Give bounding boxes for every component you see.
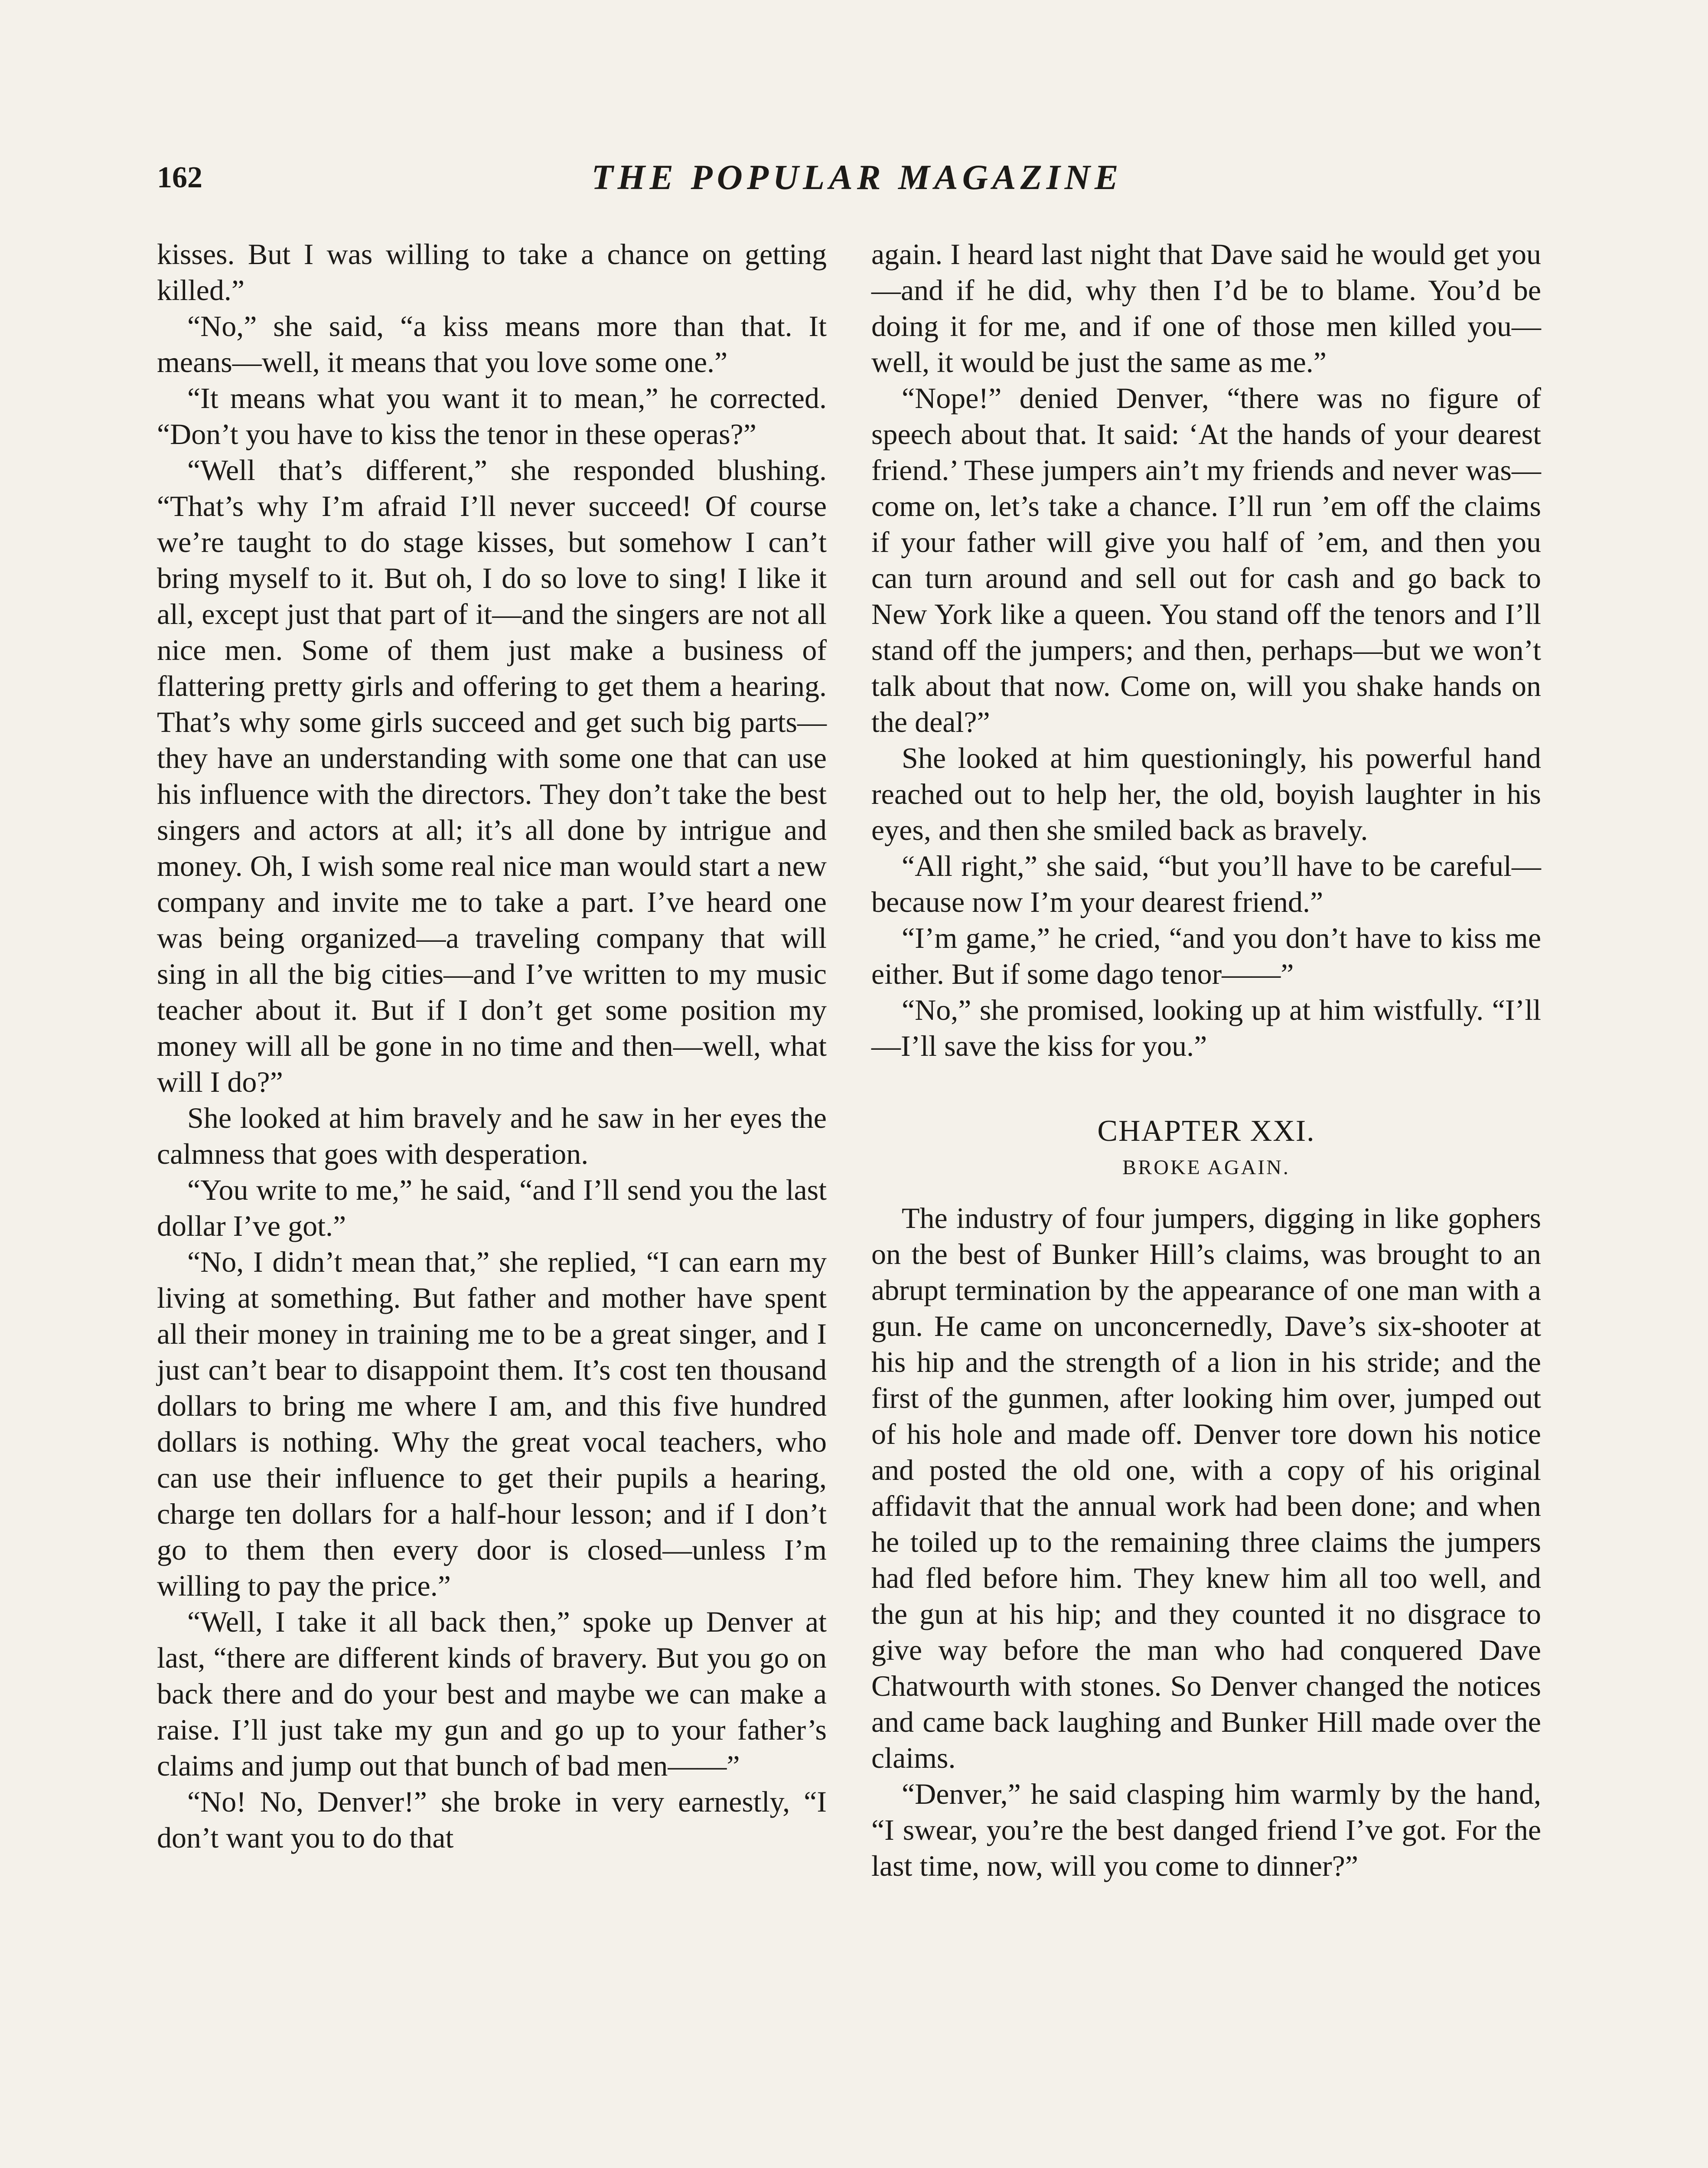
paragraph: She looked at him bravely and he saw in her eyes the calmness that goes with desperation.: [157, 1101, 827, 1170]
paragraph: “You write to me,” he said, “and I’ll send you the last dollar I’ve got.”: [157, 1173, 827, 1242]
paragraph: The industry of four jumpers, digging in like gophers on the best of Bunker Hill’s claims, was brought to an abrupt termination by the appearance of one man with a gun. He came on unconcernedly, Dave’s six-shooter at his hip and the strength of a lion in his stride; and the first of the gunmen, after looking him over, jumped out of his hole and made off. Denver tore down his notice and posted the old one, with a copy of his original affidavit that the annual work had been done; and when he toiled up to the remaining three claims the jumpers had fled before him. They knew him all too well, and the gun at his hip; and they counted it no disgrace to give way before the man who had conquered Dave Chatwourth with stones. So Denver changed the notices and came back laughing and Bunker Hill made over the claims.: [871, 1202, 1541, 1774]
left-column: [157, 236, 827, 1856]
right-column: [871, 236, 1541, 1884]
paragraph: “All right,” she said, “but you’ll have to be careful—because now I’m your dearest friend.”: [871, 849, 1541, 918]
paragraph: She looked at him questioningly, his powerful hand reached out to help her, the old, boyish laughter in his eyes, and then she smiled back as bravely.: [871, 741, 1541, 846]
paragraph: “Well, I take it all back then,” spoke up Denver at last, “there are different kinds of bravery. But you go on back there and do your best and maybe we can make a raise. I’ll just take my gun and go up to your father’s claims and jump out that bunch of bad men——”: [157, 1605, 827, 1782]
paragraph: “Nope!” denied Denver, “there was no figure of speech about that. It said: ‘At the hands of your dearest friend.’ These jumpers ain’t my friends and never was—come on, let’s take a chance. I’ll run ’em off the claims if your father will give you half of ’em, and then you can turn around and sell out for cash and go back to New York like a queen. You stand off the tenors and I’ll stand off the jumpers; and then, perhaps—but we won’t talk about that now. Come on, will you shake hands on the deal?”: [871, 382, 1541, 738]
paragraph: “I’m game,” he cried, “and you don’t have to kiss me either. But if some dago tenor——”: [871, 921, 1541, 990]
paragraph: “Denver,” he said clasping him warmly by the hand, “I swear, you’re the best danged friend I’ve got. For the last time, now, will you come to dinner?”: [871, 1777, 1541, 1882]
page-header: [157, 157, 1557, 212]
page-number: 162: [157, 161, 202, 194]
paragraph: “Well that’s different,” she responded blushing. “That’s why I’m afraid I’ll never succeed! Of course we’re taught to do stage kisses, but somehow I can’t bring myself to it. But oh, I do so love to sing! I like it all, except just that part of it—and the singers are not all nice men. Some of them just make a business of flattering pretty girls and offering to get them a hearing. That’s why some girls succeed and get such big parts—they have an understanding with some one that can use his influence with the directors. They don’t take the best singers and actors at all; it’s all done by intrigue and money. Oh, I wish some real nice man would start a new company and invite me to take a part. I’ve heard one was being organized—a traveling company that will sing in all the big cities—and I’ve written to my music teacher about it. But if I don’t get some position my money will all be gone in no time and then—well, what will I do?”: [157, 454, 827, 1098]
chapter-subtitle: BROKE AGAIN.: [1122, 1156, 1290, 1179]
paragraph: kisses. But I was willing to take a chance on getting killed.”: [157, 238, 827, 307]
paragraph: “No! No, Denver!” she broke in very earnestly, “I don’t want you to do that: [157, 1785, 827, 1854]
paragraph: “It means what you want it to mean,” he corrected. “Don’t you have to kiss the tenor in these operas?”: [157, 382, 827, 451]
paragraph: “No,” she said, “a kiss means more than that. It means—well, it means that you love some one.”: [157, 310, 827, 379]
paragraph: “No, I didn’t mean that,” she replied, “I can earn my living at something. But father and mother have spent all their money in training me to be a great singer, and I just can’t bear to disappoint them. It’s cost ten thousand dollars to bring me where I am, and this five hundred dollars is nothing. Why the great vocal teachers, who can use their influence to get their pupils a hearing, charge ten dollars for a half-hour lesson; and if I don’t go to them then every door is closed—unless I’m willing to pay the price.”: [157, 1245, 827, 1602]
paragraph: “No,” she promised, looking up at him wistfully. “I’ll—I’ll save the kiss for you.”: [871, 993, 1541, 1062]
paragraph: again. I heard last night that Dave said he would get you—and if he did, why then I’d be to blame. You’d be doing it for me, and if one of those men killed you—well, it would be just the same as me.”: [871, 238, 1541, 379]
magazine-title: THE POPULAR MAGAZINE: [591, 157, 1123, 197]
chapter-heading: CHAPTER XXI.: [1097, 1114, 1315, 1148]
